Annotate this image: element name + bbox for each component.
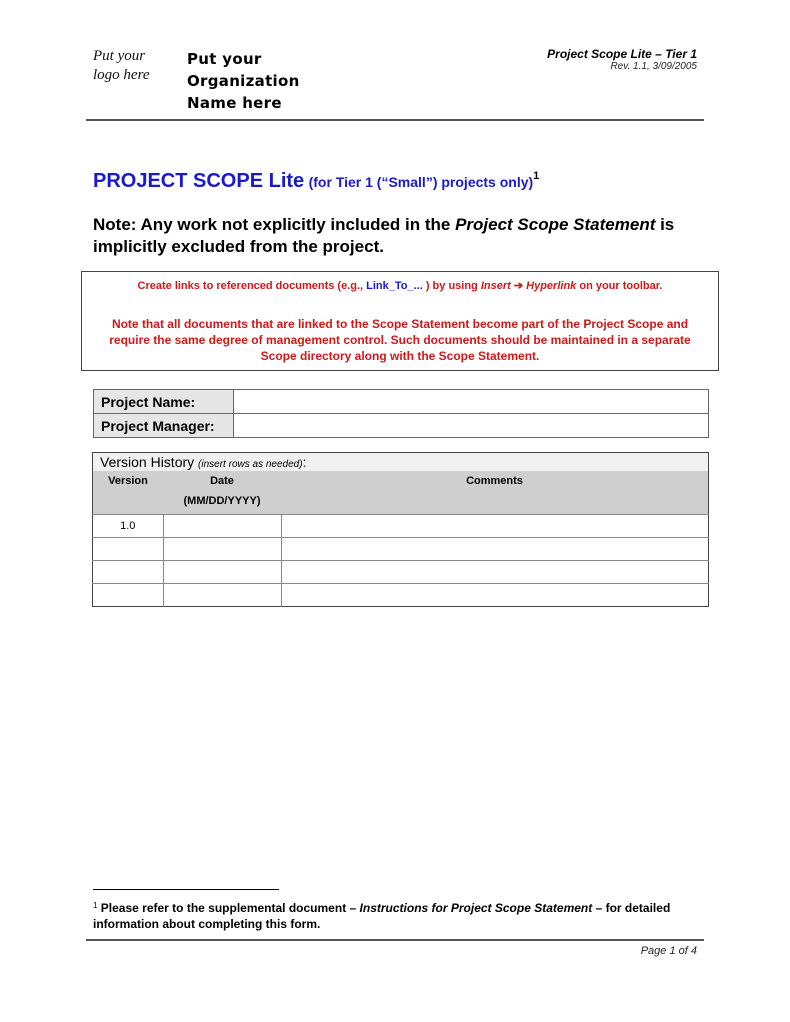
date-cell[interactable] bbox=[163, 584, 281, 607]
version-history-table bbox=[92, 452, 709, 607]
header-doc-title: Project Scope Lite – Tier 1 bbox=[547, 47, 697, 61]
version-cell[interactable] bbox=[93, 584, 164, 607]
version-cell[interactable] bbox=[93, 561, 164, 584]
header-doc-info bbox=[547, 47, 697, 73]
date-cell[interactable] bbox=[163, 561, 281, 584]
comments-cell[interactable] bbox=[281, 515, 709, 538]
arrow-icon: ➔ bbox=[510, 280, 527, 292]
scope-note: Note: Any work not explicitly included in the Project Scope Statement is implicitly excluded from the project. bbox=[93, 215, 675, 256]
project-name-field[interactable] bbox=[234, 390, 709, 414]
footer-divider bbox=[86, 939, 704, 941]
column-header-version: Version bbox=[93, 471, 164, 515]
header-revision: Rev. 1.1, 3/09/2005 bbox=[610, 61, 697, 72]
project-manager-field[interactable] bbox=[234, 414, 709, 438]
table-row bbox=[93, 561, 709, 584]
page-subtitle: (for Tier 1 (“Small”) projects only) bbox=[308, 174, 534, 190]
date-cell[interactable] bbox=[163, 538, 281, 561]
footnote-ref: 1 bbox=[533, 170, 540, 182]
footnote: $^1$ Please refer to the supplemental document – Instructions for Project Scope Statement – for detailed information about completing this form. bbox=[93, 901, 671, 931]
project-info-table bbox=[93, 389, 709, 438]
version-cell[interactable] bbox=[93, 538, 164, 561]
project-manager-row bbox=[94, 414, 709, 438]
column-header-comments: Comments bbox=[281, 471, 709, 515]
version-cell[interactable]: 1.0 bbox=[93, 515, 164, 538]
version-history-title: Version History bbox=[100, 454, 195, 470]
table-row bbox=[93, 538, 709, 561]
version-history-header-row bbox=[93, 471, 709, 515]
version-history-hint: (insert rows as needed) bbox=[198, 459, 303, 470]
comments-cell[interactable] bbox=[281, 584, 709, 607]
project-manager-label: Project Manager: bbox=[94, 414, 234, 438]
scope-linking-note: Note that all documents that are linked to the Scope Statement become part of the Project Scope and require the same degree of management control. Such documents should be maintained in a separate Scope directory along with the Scope Statement. bbox=[109, 317, 691, 363]
link-example[interactable]: Link_To_... bbox=[366, 280, 423, 292]
page-title: PROJECT SCOPE Lite (for Tier 1 (“Small”) projects only)$^1$ bbox=[93, 170, 540, 192]
table-row bbox=[93, 584, 709, 607]
organization-name: Put your Organization Name here bbox=[187, 50, 300, 112]
date-cell[interactable] bbox=[163, 515, 281, 538]
column-header-date: Date (MM/DD/YYYY) bbox=[163, 471, 281, 515]
comments-cell[interactable] bbox=[281, 538, 709, 561]
comments-cell[interactable] bbox=[281, 561, 709, 584]
project-name-label: Project Name: bbox=[94, 390, 234, 414]
logo-placeholder: Put your logo here bbox=[93, 48, 150, 83]
version-history-title-row: Version History (insert rows as needed): bbox=[93, 453, 709, 472]
header-divider bbox=[86, 119, 704, 121]
table-row bbox=[93, 515, 709, 538]
footnote-divider bbox=[93, 889, 279, 890]
link-instructions: Create links to referenced documents (e.g., Link_To_... ) by using Insert ➔ Hyperlink on your toolbar. bbox=[137, 280, 663, 292]
instructions-box bbox=[81, 271, 719, 371]
page-number: Page 1 of 4 bbox=[640, 945, 697, 957]
project-name-row bbox=[94, 390, 709, 414]
